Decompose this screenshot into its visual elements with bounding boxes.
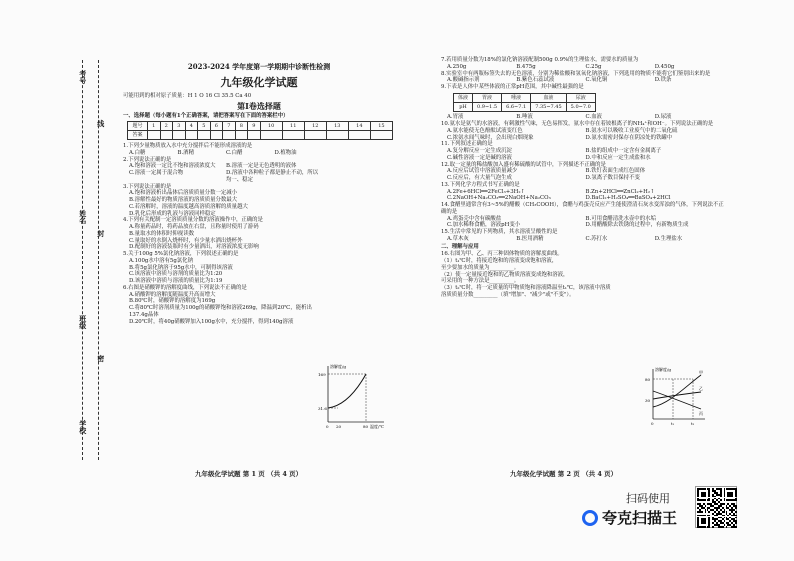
qr-module bbox=[735, 507, 737, 509]
question-stem: 7.若用质量分数为18%的氯化钠溶液配制500g 0.9%的生理盐水，需要水的质量为 bbox=[441, 57, 639, 63]
option: C.将80℃时溶剂质量为100g的硝酸钾饱和溶液269g，降温到20℃，能析出137.4g晶体 bbox=[129, 305, 312, 318]
qr-module bbox=[708, 526, 710, 528]
section-2-head: 二、理解与应用 bbox=[441, 243, 479, 250]
option: A.复分解反应一定生成沉淀 bbox=[447, 148, 512, 154]
option: D.20℃时，将40g硝酸钾加入100g水中，充分搅拌，得到140g溶液 bbox=[129, 318, 294, 325]
answer-cell bbox=[148, 131, 161, 140]
question bbox=[441, 202, 724, 229]
question-stem: 1.下列少量物质放入水中充分搅拌后不能形成溶液的是 bbox=[123, 143, 253, 149]
y-tick-80: 80 bbox=[645, 377, 651, 382]
option: A.白糖 bbox=[129, 149, 146, 156]
answer-header-cell: 8 bbox=[235, 122, 248, 131]
question-stem: 14.食醋里通常含有3~5%的醋酸（CH₃COOH），食醋与鸡蛋壳反应产生能使澄清石灰水变浑浊的气体，下列说法不正确的是 bbox=[441, 202, 724, 215]
answer-header-cell: 14 bbox=[348, 122, 370, 131]
question-stem: 12.取一定量的稀盐酸加入盛有稀硫酸的试管中，下列描述不正确的是 bbox=[441, 161, 606, 168]
answer-header-cell: 1 bbox=[148, 122, 161, 131]
option: C.白醋 bbox=[226, 149, 243, 156]
question bbox=[441, 84, 724, 91]
question bbox=[441, 182, 724, 202]
qr-module bbox=[735, 499, 737, 501]
question-stem: 10.氨水是氨气的水溶液，有刺激性气味，无色易挥发，氨水中存在着铵根离子的NH₄⁺和OH⁻。下列说法正确的是 bbox=[441, 121, 714, 127]
question-stem: 13.下列化学方程式书写正确的是 bbox=[441, 181, 520, 188]
option: B.将5g氯化钠溶于95g水中，可制得该溶液 bbox=[129, 264, 233, 271]
qr-module bbox=[735, 511, 737, 513]
option: D.生理盐水 bbox=[654, 235, 683, 242]
option: D.氢离子数目保持不变 bbox=[585, 175, 640, 181]
option: D.BaCl₂+H₂SO₄══BaSO₄+2HCl bbox=[585, 195, 671, 202]
answer-cell bbox=[185, 131, 198, 140]
right-questions-2 bbox=[441, 121, 724, 243]
binding-margin bbox=[20, 60, 112, 470]
question-stem: 15.生活中常见的下列物质，其水溶液呈酸性的是 bbox=[441, 229, 558, 235]
option: B.医用酒精 bbox=[516, 235, 544, 242]
option: C.该溶液中溶质与溶剂的质量比为1:20 bbox=[129, 271, 223, 278]
question-options bbox=[441, 236, 724, 243]
qr-module bbox=[705, 522, 707, 524]
q16-line: （1）t₁℃时，将接近饱和的溶液变成饱和溶液， bbox=[441, 258, 558, 264]
option: A.胃液 bbox=[447, 114, 464, 121]
option: A.硝酸钾的溶解度随温度升高而增大 bbox=[129, 291, 216, 298]
answer-header-cell: 13 bbox=[326, 122, 348, 131]
y-tick-169: 169 bbox=[318, 372, 326, 377]
question-stem: 6.右图是硝酸钾的溶解度曲线，下列说法不正确的是 bbox=[123, 284, 247, 291]
question-options bbox=[123, 150, 323, 157]
question bbox=[123, 217, 323, 251]
option: B.Zn+2HCl══ZnCl₂+H₂↑ bbox=[585, 188, 655, 195]
question-stem: 8.实验室中有两瓶标签失去的无色溶液，分别为稀盐酸和氢氧化钠溶液，下列选用的物质不能将它们鉴别出来的是 bbox=[441, 70, 711, 77]
answer-cell bbox=[173, 131, 186, 140]
option: C.25g bbox=[585, 63, 602, 70]
option: C.反应后，有大量气泡生成 bbox=[447, 175, 512, 181]
question bbox=[441, 121, 724, 141]
question-stem: 11.下列叙述正确的是 bbox=[441, 141, 493, 148]
option: D.氨水需密封保存在阴凉处的铁罐中 bbox=[585, 134, 673, 141]
option: B.80℃时，硝酸钾的溶解度为169g bbox=[129, 298, 216, 305]
xuexiao-label: 学校 bbox=[78, 420, 88, 434]
right-questions bbox=[441, 57, 724, 91]
q16-line: 16.右图为甲、乙、丙三种固体物质的溶解度曲线。 bbox=[441, 251, 563, 258]
left-questions bbox=[123, 143, 323, 325]
question-stem: 5.关于100g 5%氯化钠溶液，下列叙述正确的是 bbox=[123, 251, 239, 257]
ph-cell: pH bbox=[454, 103, 473, 112]
ph-cell: 7.35~7.45 bbox=[531, 103, 566, 112]
qr-module bbox=[708, 511, 710, 513]
x-tick-20: 20 bbox=[336, 424, 342, 429]
ph-cell: 5.0~7.0 bbox=[566, 103, 595, 112]
answer-table-answer-row bbox=[128, 131, 393, 140]
answer-header-cell: 12 bbox=[304, 122, 326, 131]
answer-cell: 答案 bbox=[128, 131, 148, 140]
ph-cell: 0.9~1.5 bbox=[473, 103, 502, 112]
option: C.浓氨水闻气味时，会出现白烟现象 bbox=[447, 134, 534, 141]
answer-cell bbox=[326, 131, 348, 140]
qr-module bbox=[720, 496, 722, 498]
ph-head-cell: 胃液 bbox=[473, 93, 502, 102]
question-options bbox=[123, 163, 323, 183]
curve-jia bbox=[653, 375, 701, 407]
option: B.铁钉表面生成红色固体 bbox=[585, 168, 646, 175]
question bbox=[123, 143, 323, 157]
option: C.碱性溶液一定是碱的溶液 bbox=[447, 154, 512, 161]
ph-table bbox=[453, 93, 596, 113]
quark-logo-icon bbox=[582, 510, 598, 526]
answer-header-cell: 10 bbox=[260, 122, 282, 131]
q16-line: （2）使一定量接近饱和的乙物质溶液变成饱和溶液， bbox=[441, 271, 569, 278]
option: D.铁条 bbox=[654, 77, 672, 84]
qr-module bbox=[705, 496, 707, 498]
right-column bbox=[441, 57, 724, 299]
question bbox=[441, 71, 724, 85]
option: D.450g bbox=[654, 63, 675, 70]
question-options bbox=[123, 224, 323, 251]
qr-module bbox=[701, 511, 703, 513]
answer-cell bbox=[198, 131, 211, 140]
qr-module bbox=[722, 526, 724, 528]
x-tick-80: 80 bbox=[363, 424, 369, 429]
ph-cell: 6.6~7.1 bbox=[502, 103, 531, 112]
option: A.草木灰 bbox=[447, 235, 469, 242]
answer-header-cell: 9 bbox=[248, 122, 261, 131]
x-tick-0: 0 bbox=[651, 421, 654, 426]
option: D.配制好的溶液装瓶时有少量洒出，对溶液浓度无影响 bbox=[129, 244, 259, 251]
option: A.酸碱指示剂 bbox=[447, 77, 480, 84]
q16-line: 至少要加水的质量为_________。 bbox=[441, 264, 520, 271]
answer-cell bbox=[223, 131, 236, 140]
section-1-title: 第Ⅰ卷选择题 bbox=[237, 101, 281, 112]
q16-line: 溶质质量分数_________（填"增加"、"减少"或"不变"）。 bbox=[441, 291, 575, 298]
question-options bbox=[441, 168, 724, 182]
option: B.盐的组成中一定含有金属离子 bbox=[585, 148, 662, 154]
banji-label: 班级 bbox=[78, 315, 88, 329]
question bbox=[123, 184, 323, 218]
qr-module bbox=[720, 499, 722, 501]
question-options bbox=[123, 292, 323, 326]
ph-table-head bbox=[454, 93, 596, 102]
option: A.鸡蛋壳中含有碳酸盐 bbox=[447, 215, 502, 222]
answer-table-header-row bbox=[128, 122, 393, 131]
main-title: 九年级化学试题 bbox=[220, 75, 298, 89]
question bbox=[123, 157, 323, 184]
option: A.2Fe+6HCl══2FeCl₃+3H₂↑ bbox=[447, 188, 526, 195]
question bbox=[441, 141, 724, 161]
question-options bbox=[441, 189, 724, 203]
scan-label: 扫码使用 bbox=[626, 492, 670, 505]
option: C.氧化铜 bbox=[585, 77, 608, 84]
option: C.量取好的水倒入烧杯时，有少量水洒出烧杯外 bbox=[129, 237, 243, 244]
answer-header-cell: 11 bbox=[282, 122, 304, 131]
three-solubility-graph bbox=[645, 365, 707, 427]
option: B.紫色石蕊试液 bbox=[516, 77, 555, 84]
option: A.称量药品时，将药品放在右盘，且称量时使用了游码 bbox=[129, 224, 259, 230]
option: B.氨水可以吸收工业废气中的二氧化硫 bbox=[585, 127, 678, 134]
question-options bbox=[441, 216, 724, 230]
option: B.唾液 bbox=[516, 114, 533, 121]
y-tick-31: 31.6 bbox=[318, 406, 327, 411]
answer-cell bbox=[370, 131, 392, 140]
left-footer: 九年级化学试题 第 1 页 （共 4 页） bbox=[195, 470, 303, 478]
ph-head-cell: 血液 bbox=[531, 93, 566, 102]
option: C.加水稀释食醋，溶液pH变小 bbox=[447, 222, 521, 229]
answer-header-cell: 3 bbox=[173, 122, 186, 131]
question-stem: 2.下列说法正确的是 bbox=[123, 156, 172, 163]
option: C.苏打水 bbox=[585, 235, 608, 242]
qr-module bbox=[712, 526, 714, 528]
x-tick-t2: t₂ bbox=[691, 421, 695, 426]
answer-header-cell: 15 bbox=[370, 122, 392, 131]
q16-line: （3）t₂℃时，将一定质量的甲物质饱和溶液降温至t₁℃，该溶液中溶质 bbox=[441, 285, 611, 291]
scanner-brand bbox=[582, 509, 677, 528]
atomic-masses: 可能用到的相对原子质量：H 1 O 16 Cl 35.5 Ca 40 bbox=[123, 92, 252, 99]
answer-cell bbox=[160, 131, 173, 140]
xian-label: 线 bbox=[96, 120, 106, 127]
question-stem: 3.下列说法正确的是 bbox=[123, 183, 172, 190]
scanner-brand-name: 夸克扫描王 bbox=[602, 509, 678, 527]
option: B.溶液一定是无色透明的液体 bbox=[226, 163, 297, 170]
y-axis-label: 溶解度/g bbox=[655, 367, 671, 372]
qr-module bbox=[705, 511, 707, 513]
option: A.100g水中溶有5g氯化钠 bbox=[129, 257, 193, 264]
option: A.饱和溶液一定比不饱和溶液浓度大 bbox=[129, 163, 216, 170]
y-tick-30: 30 bbox=[645, 398, 651, 403]
answer-header-cell: 2 bbox=[160, 122, 173, 131]
feng-label: 封 bbox=[96, 230, 106, 237]
answer-cell bbox=[210, 131, 223, 140]
option: D.尿液 bbox=[654, 114, 672, 121]
question-16 bbox=[441, 251, 646, 298]
question-options bbox=[441, 148, 724, 162]
option: D.植物油 bbox=[274, 149, 297, 156]
ph-head-cell: 唾液 bbox=[502, 93, 531, 102]
question-stem: 4.下列有关配制一定溶质质量分数的溶液操作中，正确的是 bbox=[123, 217, 263, 224]
qr-module bbox=[731, 496, 733, 498]
qr-module bbox=[735, 517, 737, 519]
answer-header-cell: 4 bbox=[185, 122, 198, 131]
qr-code-icon[interactable] bbox=[695, 486, 737, 528]
option: C.若溶解时，溶液的温度越高溶质溶解的质量越大 bbox=[129, 203, 248, 210]
option: C.血液 bbox=[585, 114, 602, 121]
qr-module bbox=[735, 526, 737, 528]
mi-label: 密 bbox=[96, 355, 106, 362]
option: C.溶液一定属于混合物 bbox=[129, 170, 184, 176]
option: D.中和反应一定生成盐和水 bbox=[585, 154, 651, 161]
option: D.溶液中各种粒子都是静止不动，所以均一、稳定 bbox=[226, 170, 319, 183]
answer-table bbox=[127, 121, 393, 140]
kno3-curve bbox=[328, 374, 366, 408]
qr-module bbox=[708, 499, 710, 501]
series-label-yi: 乙 bbox=[699, 386, 703, 391]
xingming-label: 姓名 bbox=[78, 210, 88, 224]
question bbox=[441, 162, 724, 182]
seal-line bbox=[82, 60, 83, 460]
answer-cell bbox=[260, 131, 282, 140]
question-options bbox=[441, 128, 724, 142]
option: B.酒精 bbox=[177, 149, 194, 156]
ph-head-cell: 体液 bbox=[454, 93, 473, 102]
option: D.该溶液中溶质与溶液的质量比为1:19 bbox=[129, 278, 223, 284]
kaohao-label: 考号 bbox=[78, 70, 88, 84]
option: C.2NaOH+Na₂CO₃══2NaOH+Na₂CO₃ bbox=[447, 195, 551, 202]
left-column bbox=[123, 54, 395, 325]
option: A.反应后试管中溶液质量减少 bbox=[447, 168, 518, 175]
section-1-instructions: 一、选择题（每小题有1个正确答案，请把答案写在下面的答案栏中） bbox=[123, 113, 289, 120]
series-label-bing: 丙 bbox=[699, 411, 703, 416]
question-options bbox=[441, 77, 724, 84]
kno3-solubility-graph bbox=[318, 362, 388, 430]
option: B.可用食醋清洗水壶中的水垢 bbox=[585, 215, 656, 222]
option: A.饱和溶液析出晶体后溶质质量分数一定减小 bbox=[129, 190, 238, 197]
q16-line: 可采用的一种方法是_________。 bbox=[441, 278, 520, 285]
question-stem: 9.下表是人体中某些体液的正常pH范围，其中碱性最强的是 bbox=[441, 84, 584, 90]
question bbox=[441, 57, 724, 71]
answer-cell bbox=[248, 131, 261, 140]
x-tick-t1: t₁ bbox=[671, 421, 675, 426]
option: B.溶解性最好的物质溶液的溶质质量分数最大 bbox=[129, 197, 238, 203]
option: A.氨水能使无色酚酞试液变红色 bbox=[447, 127, 523, 134]
answer-cell bbox=[304, 131, 326, 140]
question bbox=[441, 229, 724, 243]
question bbox=[123, 251, 323, 285]
question bbox=[123, 285, 323, 326]
x-axis-label: 温度/℃ bbox=[370, 424, 384, 429]
y-axis-label: 溶解度/g bbox=[330, 364, 346, 369]
answer-cell bbox=[348, 131, 370, 140]
answer-header-cell: 7 bbox=[223, 122, 236, 131]
x-tick-0: 0 bbox=[326, 424, 329, 429]
series-label-jia: 甲 bbox=[699, 370, 703, 375]
answer-header-cell: 5 bbox=[198, 122, 211, 131]
exam-title: 2023-2024 学年度第一学期期中诊断性检测 bbox=[187, 62, 331, 71]
option: D.乳化后形成的乳液与溶液同样稳定 bbox=[129, 210, 216, 217]
right-footer: 九年级化学试题 第 2 页 （共 4 页） bbox=[510, 470, 618, 478]
option: D.用醋酸除去铁锈的过程中，有新物质生成 bbox=[585, 222, 689, 229]
answer-cell bbox=[235, 131, 248, 140]
ph-head-cell: 尿液 bbox=[566, 93, 595, 102]
question-options bbox=[123, 258, 323, 285]
ph-table-row bbox=[454, 103, 596, 112]
option: B.量取水的体积时仰视读数 bbox=[129, 230, 194, 237]
answer-header-cell: 6 bbox=[210, 122, 223, 131]
option: A.250g bbox=[447, 63, 467, 70]
answer-cell bbox=[282, 131, 304, 140]
question-options bbox=[441, 64, 724, 71]
option: B.475g bbox=[516, 63, 536, 70]
curve-yi bbox=[653, 392, 701, 399]
answer-header-cell: 题号 bbox=[128, 122, 148, 131]
qr-module bbox=[735, 522, 737, 524]
q9-options bbox=[441, 114, 724, 121]
qr-module bbox=[726, 526, 728, 528]
question-options bbox=[123, 190, 323, 217]
